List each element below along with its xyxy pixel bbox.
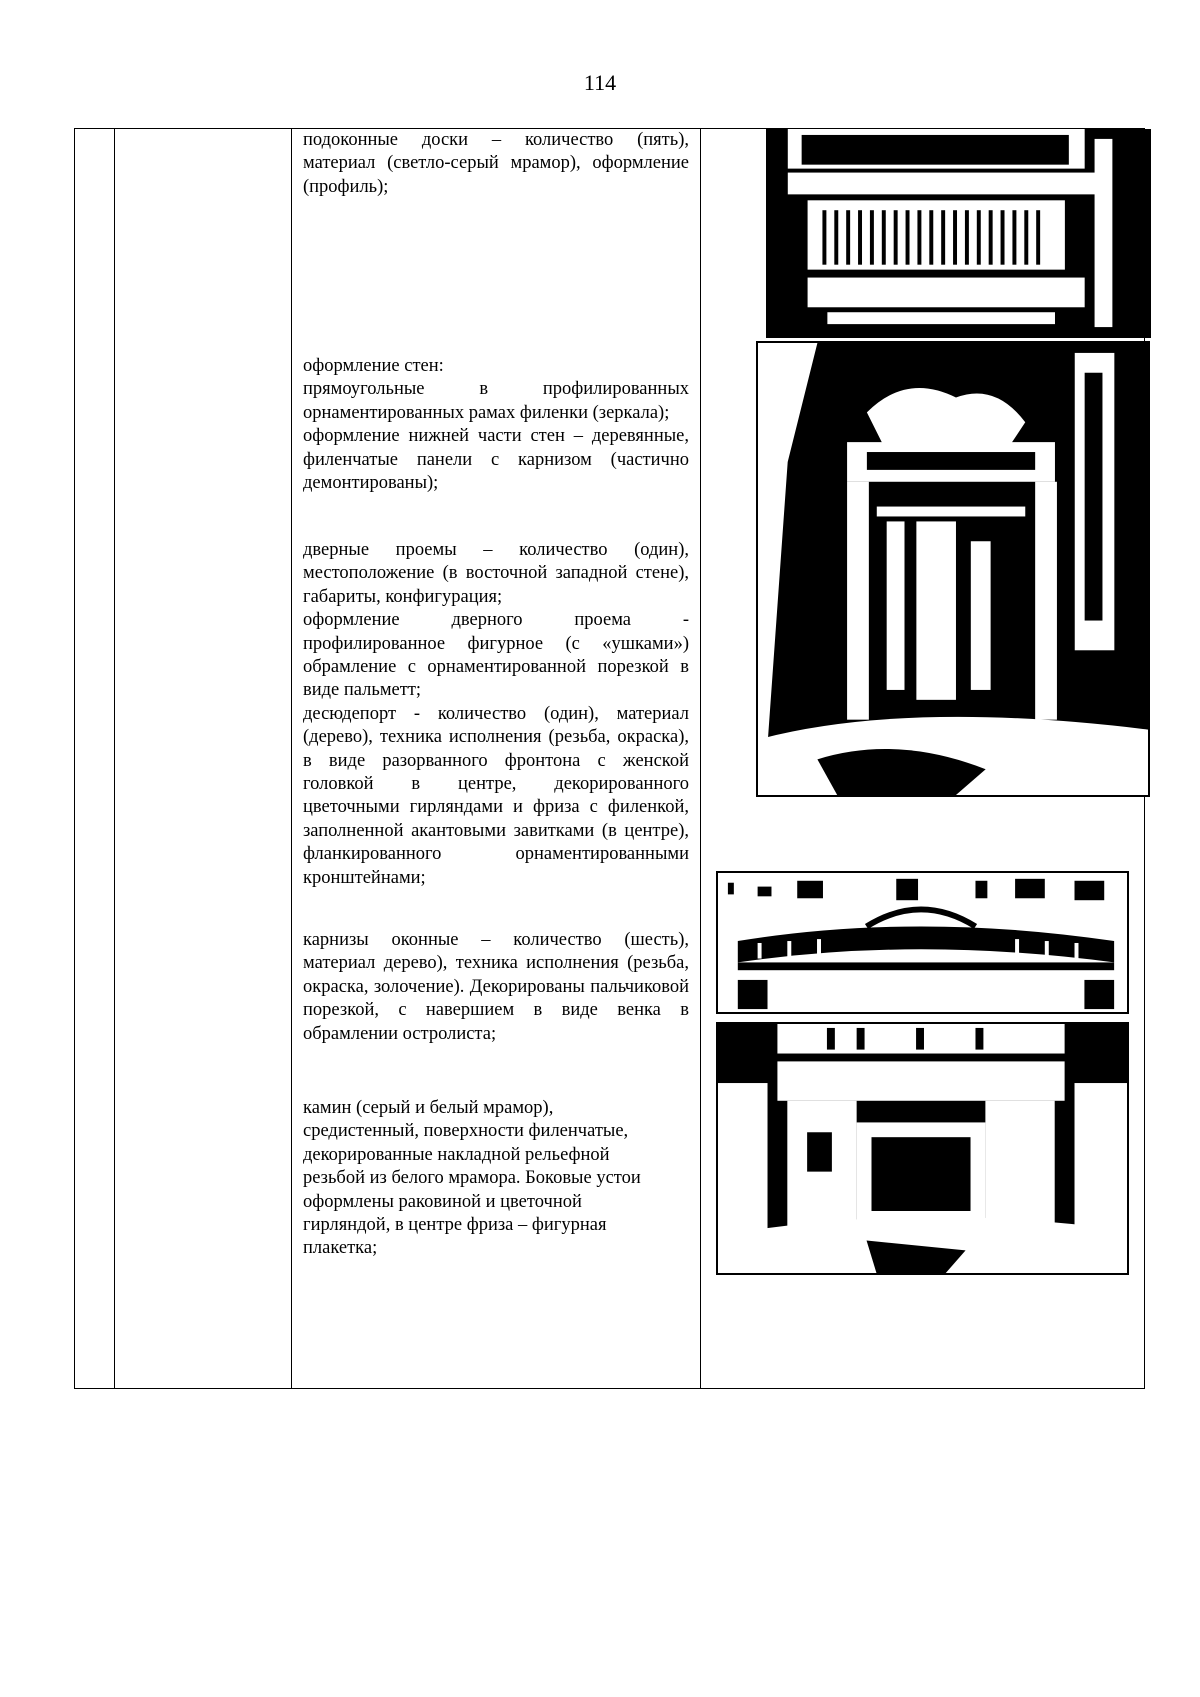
paragraph: оформление нижней части стен – деревянные, филенчатые панели с карнизом (частично демонтированы); [303,426,689,494]
doorway-photo [756,341,1150,797]
page-number: 114 [583,70,617,95]
cornice-description [303,929,689,1046]
paragraph: оформление дверного проема - профилированное фигурное (с «ушками») обрамление с орнаментированной порезкой в виде пальметт; [303,610,689,701]
fireplace-photo [716,1022,1129,1275]
description-column-cell [292,129,701,1389]
walls-description [303,355,689,495]
paragraph: прямоугольные в профилированных орнаментированных рамах филенки (зеркала); [303,379,689,423]
paragraph: оформление стен: [303,356,444,376]
doorway-description [303,539,689,890]
name-column-cell [115,129,292,1389]
paragraph: подоконные доски – количество (пять), материал (светло-серый мрамор), оформление (профиль); [303,130,689,197]
paragraph: карнизы оконные – количество (шесть), материал дерево), техника исполнения (резьба, окраска, золочение). Декорированы пальчиковой порезкой, с навершием в виде венка в обрамлении остролиста; [303,930,689,1044]
number-column-cell [75,129,115,1389]
photo-column-cell [701,129,1145,1389]
inventory-table [74,128,1145,1389]
paragraph: дверные проемы – количество (один), местоположение (в восточной западной стене), габариты, конфигурация; [303,540,689,607]
window-sill-description [303,129,689,199]
window-cornice-photo [716,871,1129,1014]
window-sill-photo [766,129,1151,338]
paragraph: десюдепорт - количество (один), материал (дерево), техника исполнения (резьба, окраска), в виде разорванного фронтона с женской головкой в центре, декорированного цветочными гирляндами и фриза с филенкой, заполненной акантовыми завитками (в центре), фланкированного орнаментированными кронштейнами; [303,703,689,888]
paragraph: камин (серый и белый мрамор), средистенный, поверхности филенчатые, декорированные накладной рельефной резьбой из белого мрамора. Боковые устои оформлены раковиной и цветочной гирляндой, в центре фриза – фигурная плакетка; [303,1098,641,1259]
fireplace-description [303,1097,663,1261]
